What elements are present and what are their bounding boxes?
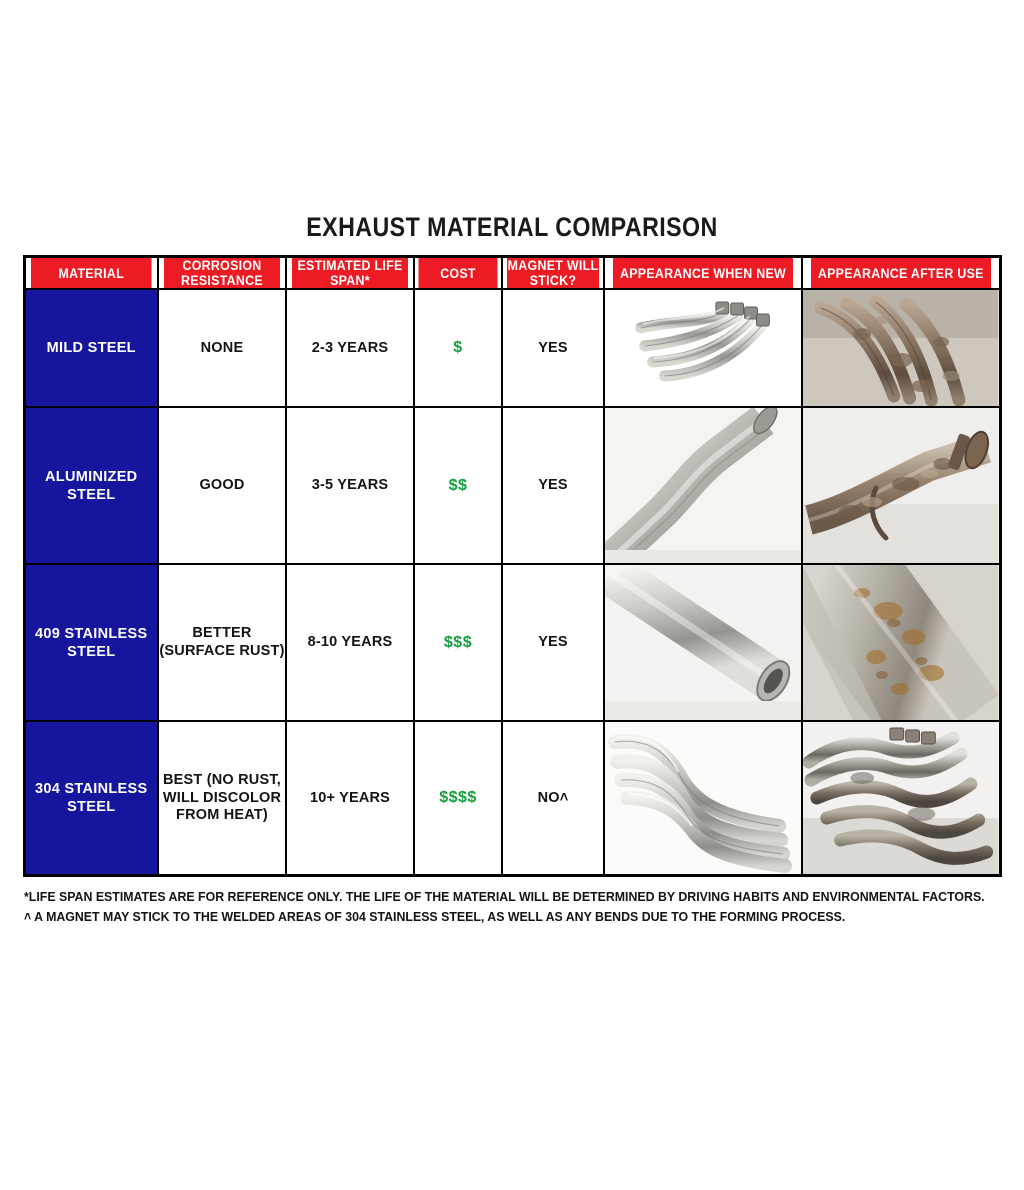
- cell-appearance-new: [604, 564, 802, 721]
- column-header-appearance-when-new: APPEARANCE WHEN NEW: [612, 257, 794, 290]
- footnote-magnet: ˄ A MAGNET MAY STICK TO THE WELDED AREAS OF 304 STAINLESS STEEL, AS WELL AS ANY BENDS DUE TO THE FORMING PROCESS.: [24, 908, 846, 924]
- table-row: [24, 407, 1000, 564]
- bent-aluminized-pipe-photo: [605, 408, 801, 563]
- shiny-tubular-headers-photo: [605, 290, 801, 406]
- cell-appearance-new: [604, 407, 802, 564]
- cell-magnet: YES: [502, 564, 604, 721]
- footnotes: [24, 887, 985, 926]
- footnote-life-span: *LIFE SPAN ESTIMATES ARE FOR REFERENCE ONLY. THE LIFE OF THE MATERIAL WILL BE DETERMINED BY DRIVING HABITS AND ENVIRONMENTAL FACTORS.: [24, 889, 985, 905]
- cell-corrosion: BETTER (SURFACE RUST): [158, 564, 286, 721]
- cell-life-span: 10+ YEARS: [286, 721, 414, 876]
- table-row: [24, 721, 1000, 876]
- cell-appearance-used: [802, 289, 1000, 407]
- heat-discolored-304-headers-photo: [803, 722, 999, 874]
- cell-corrosion: BEST (NO RUST, WILL DISCOLOR FROM HEAT): [158, 721, 286, 876]
- cell-magnet: YES: [502, 407, 604, 564]
- cell-life-span: 8-10 YEARS: [286, 564, 414, 721]
- page-title: EXHAUST MATERIAL COMPARISON: [306, 212, 718, 242]
- table-row: [24, 289, 1000, 407]
- table-header-row: [24, 257, 1000, 290]
- cell-corrosion: GOOD: [158, 407, 286, 564]
- column-header-material: MATERIAL: [29, 257, 152, 290]
- table-row: [24, 564, 1000, 721]
- cell-appearance-used: [802, 407, 1000, 564]
- cell-appearance-used: [802, 564, 1000, 721]
- cell-life-span: 3-5 YEARS: [286, 407, 414, 564]
- cell-appearance-new: [604, 721, 802, 876]
- cell-material: MILD STEEL: [24, 289, 158, 407]
- column-header-appearance-after-use: APPEARANCE AFTER USE: [810, 257, 992, 290]
- column-header-estimated-life-span: ESTIMATED LIFE SPAN*: [291, 257, 409, 290]
- polished-304-headers-photo: [605, 722, 801, 874]
- cell-appearance-new: [604, 289, 802, 407]
- column-header-corrosion-resistance: CORROSION RESISTANCE: [163, 257, 281, 290]
- surface-rusted-stainless-tube-photo: [803, 565, 999, 720]
- rusted-corroded-headers-photo: [803, 290, 999, 406]
- cell-corrosion: NONE: [158, 289, 286, 407]
- column-header-magnet-will-stick: MAGNET WILL STICK?: [507, 258, 599, 289]
- cell-cost: $$: [414, 407, 502, 564]
- cell-appearance-used: [802, 721, 1000, 876]
- cell-cost: $$$: [414, 564, 502, 721]
- cell-material: ALUMINIZED STEEL: [24, 407, 158, 564]
- cell-material: 304 STAINLESS STEEL: [24, 721, 158, 876]
- cell-cost: $: [414, 289, 502, 407]
- cell-material: 409 STAINLESS STEEL: [24, 564, 158, 721]
- cell-cost: $$$$: [414, 721, 502, 876]
- straight-stainless-tube-photo: [605, 565, 801, 720]
- cell-magnet: NO˄: [502, 721, 604, 876]
- cell-magnet: YES: [502, 289, 604, 407]
- comparison-table: [23, 255, 1002, 877]
- column-header-cost: COST: [418, 257, 499, 290]
- rusty-exhaust-pipe-with-clamp-photo: [803, 408, 999, 563]
- cell-life-span: 2-3 YEARS: [286, 289, 414, 407]
